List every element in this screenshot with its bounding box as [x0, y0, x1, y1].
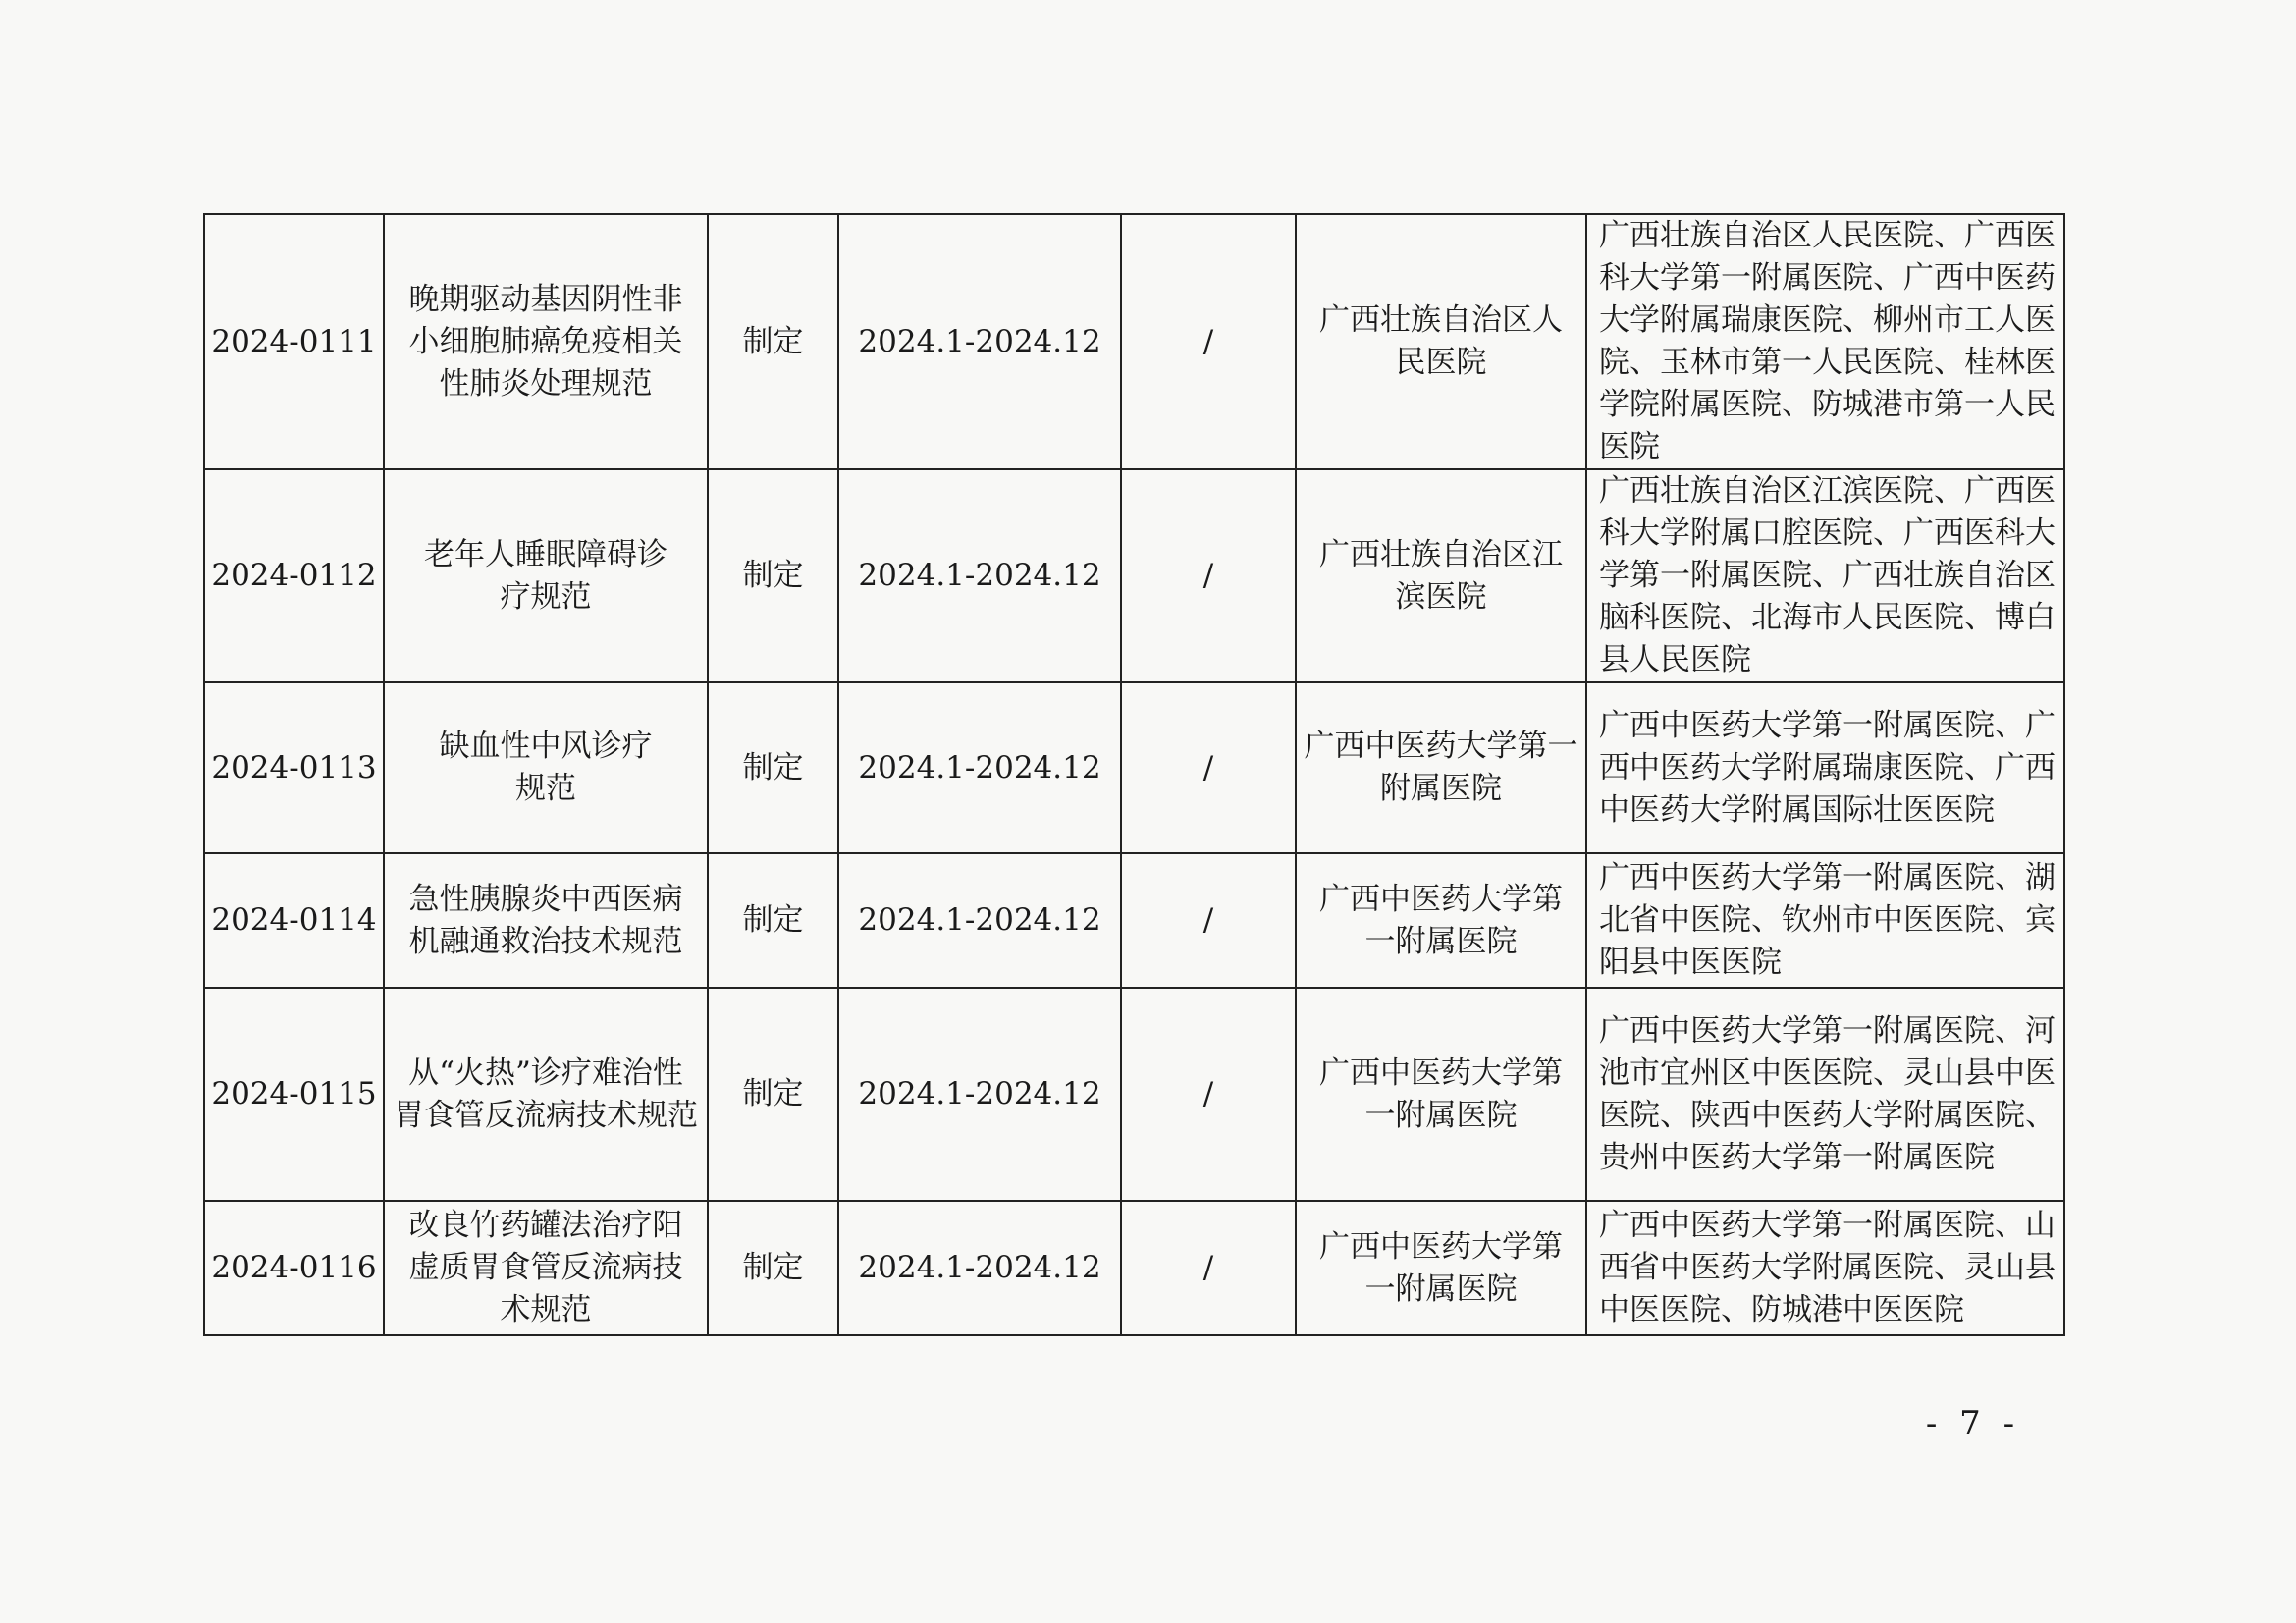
participating-units-cell: 广西中医药大学第一附属医院、河池市宜州区中医医院、灵山县中医医院、陕西中医药大学附属医院、贵州中医药大学第一附属医院 [1586, 988, 2064, 1201]
replaced-standard-cell: / [1121, 1201, 1296, 1335]
project-name-cell: 老年人睡眠障碍诊疗规范 [384, 469, 708, 682]
project-period-cell: 2024.1-2024.12 [838, 1201, 1121, 1335]
table-row [204, 214, 2064, 469]
table-row [204, 469, 2064, 682]
project-name-cell: 急性胰腺炎中西医病机融通救治技术规范 [384, 853, 708, 988]
replaced-standard-cell: / [1121, 214, 1296, 469]
replaced-standard-cell: / [1121, 853, 1296, 988]
project-name-cell: 晚期驱动基因阴性非小细胞肺癌免疫相关性肺炎处理规范 [384, 214, 708, 469]
project-type-cell: 制定 [708, 1201, 838, 1335]
lead-unit-cell: 广西中医药大学第一附属医院 [1296, 853, 1586, 988]
project-type-cell: 制定 [708, 214, 838, 469]
project-name-cell: 从“火热”诊疗难治性胃食管反流病技术规范 [384, 988, 708, 1201]
project-type-cell: 制定 [708, 469, 838, 682]
project-name-cell: 缺血性中风诊疗规范 [384, 682, 708, 853]
participating-units-cell: 广西中医药大学第一附属医院、山西省中医药大学附属医院、灵山县中医医院、防城港中医医院 [1586, 1201, 2064, 1335]
project-name-cell: 改良竹药罐法治疗阳虚质胃食管反流病技术规范 [384, 1201, 708, 1335]
lead-unit-cell: 广西中医药大学第一附属医院 [1296, 682, 1586, 853]
project-type-cell: 制定 [708, 988, 838, 1201]
table-row [204, 988, 2064, 1201]
project-code-cell: 2024-0112 [204, 469, 384, 682]
replaced-standard-cell: / [1121, 682, 1296, 853]
table-row [204, 1201, 2064, 1335]
participating-units-cell: 广西中医药大学第一附属医院、广西中医药大学附属瑞康医院、广西中医药大学附属国际壮医医院 [1586, 682, 2064, 853]
project-period-cell: 2024.1-2024.12 [838, 682, 1121, 853]
lead-unit-cell: 广西壮族自治区人民医院 [1296, 214, 1586, 469]
project-period-cell: 2024.1-2024.12 [838, 469, 1121, 682]
project-period-cell: 2024.1-2024.12 [838, 214, 1121, 469]
participating-units-cell: 广西壮族自治区江滨医院、广西医科大学附属口腔医院、广西医科大学第一附属医院、广西壮族自治区脑科医院、北海市人民医院、博白县人民医院 [1586, 469, 2064, 682]
project-code-cell: 2024-0111 [204, 214, 384, 469]
participating-units-cell: 广西壮族自治区人民医院、广西医科大学第一附属医院、广西中医药大学附属瑞康医院、柳州市工人医院、玉林市第一人民医院、桂林医学院附属医院、防城港市第一人民医院 [1586, 214, 2064, 469]
lead-unit-cell: 广西壮族自治区江滨医院 [1296, 469, 1586, 682]
replaced-standard-cell: / [1121, 988, 1296, 1201]
project-period-cell: 2024.1-2024.12 [838, 988, 1121, 1201]
project-type-cell: 制定 [708, 682, 838, 853]
project-code-cell: 2024-0115 [204, 988, 384, 1201]
lead-unit-cell: 广西中医药大学第一附属医院 [1296, 988, 1586, 1201]
project-code-cell: 2024-0116 [204, 1201, 384, 1335]
page-number: - 7 - [1925, 1404, 2021, 1443]
table-row [204, 682, 2064, 853]
replaced-standard-cell: / [1121, 469, 1296, 682]
table-row [204, 853, 2064, 988]
project-code-cell: 2024-0113 [204, 682, 384, 853]
project-period-cell: 2024.1-2024.12 [838, 853, 1121, 988]
participating-units-cell: 广西中医药大学第一附属医院、湖北省中医院、钦州市中医医院、宾阳县中医医院 [1586, 853, 2064, 988]
project-code-cell: 2024-0114 [204, 853, 384, 988]
project-type-cell: 制定 [708, 853, 838, 988]
lead-unit-cell: 广西中医药大学第一附属医院 [1296, 1201, 1586, 1335]
standards-table [203, 213, 2065, 1336]
